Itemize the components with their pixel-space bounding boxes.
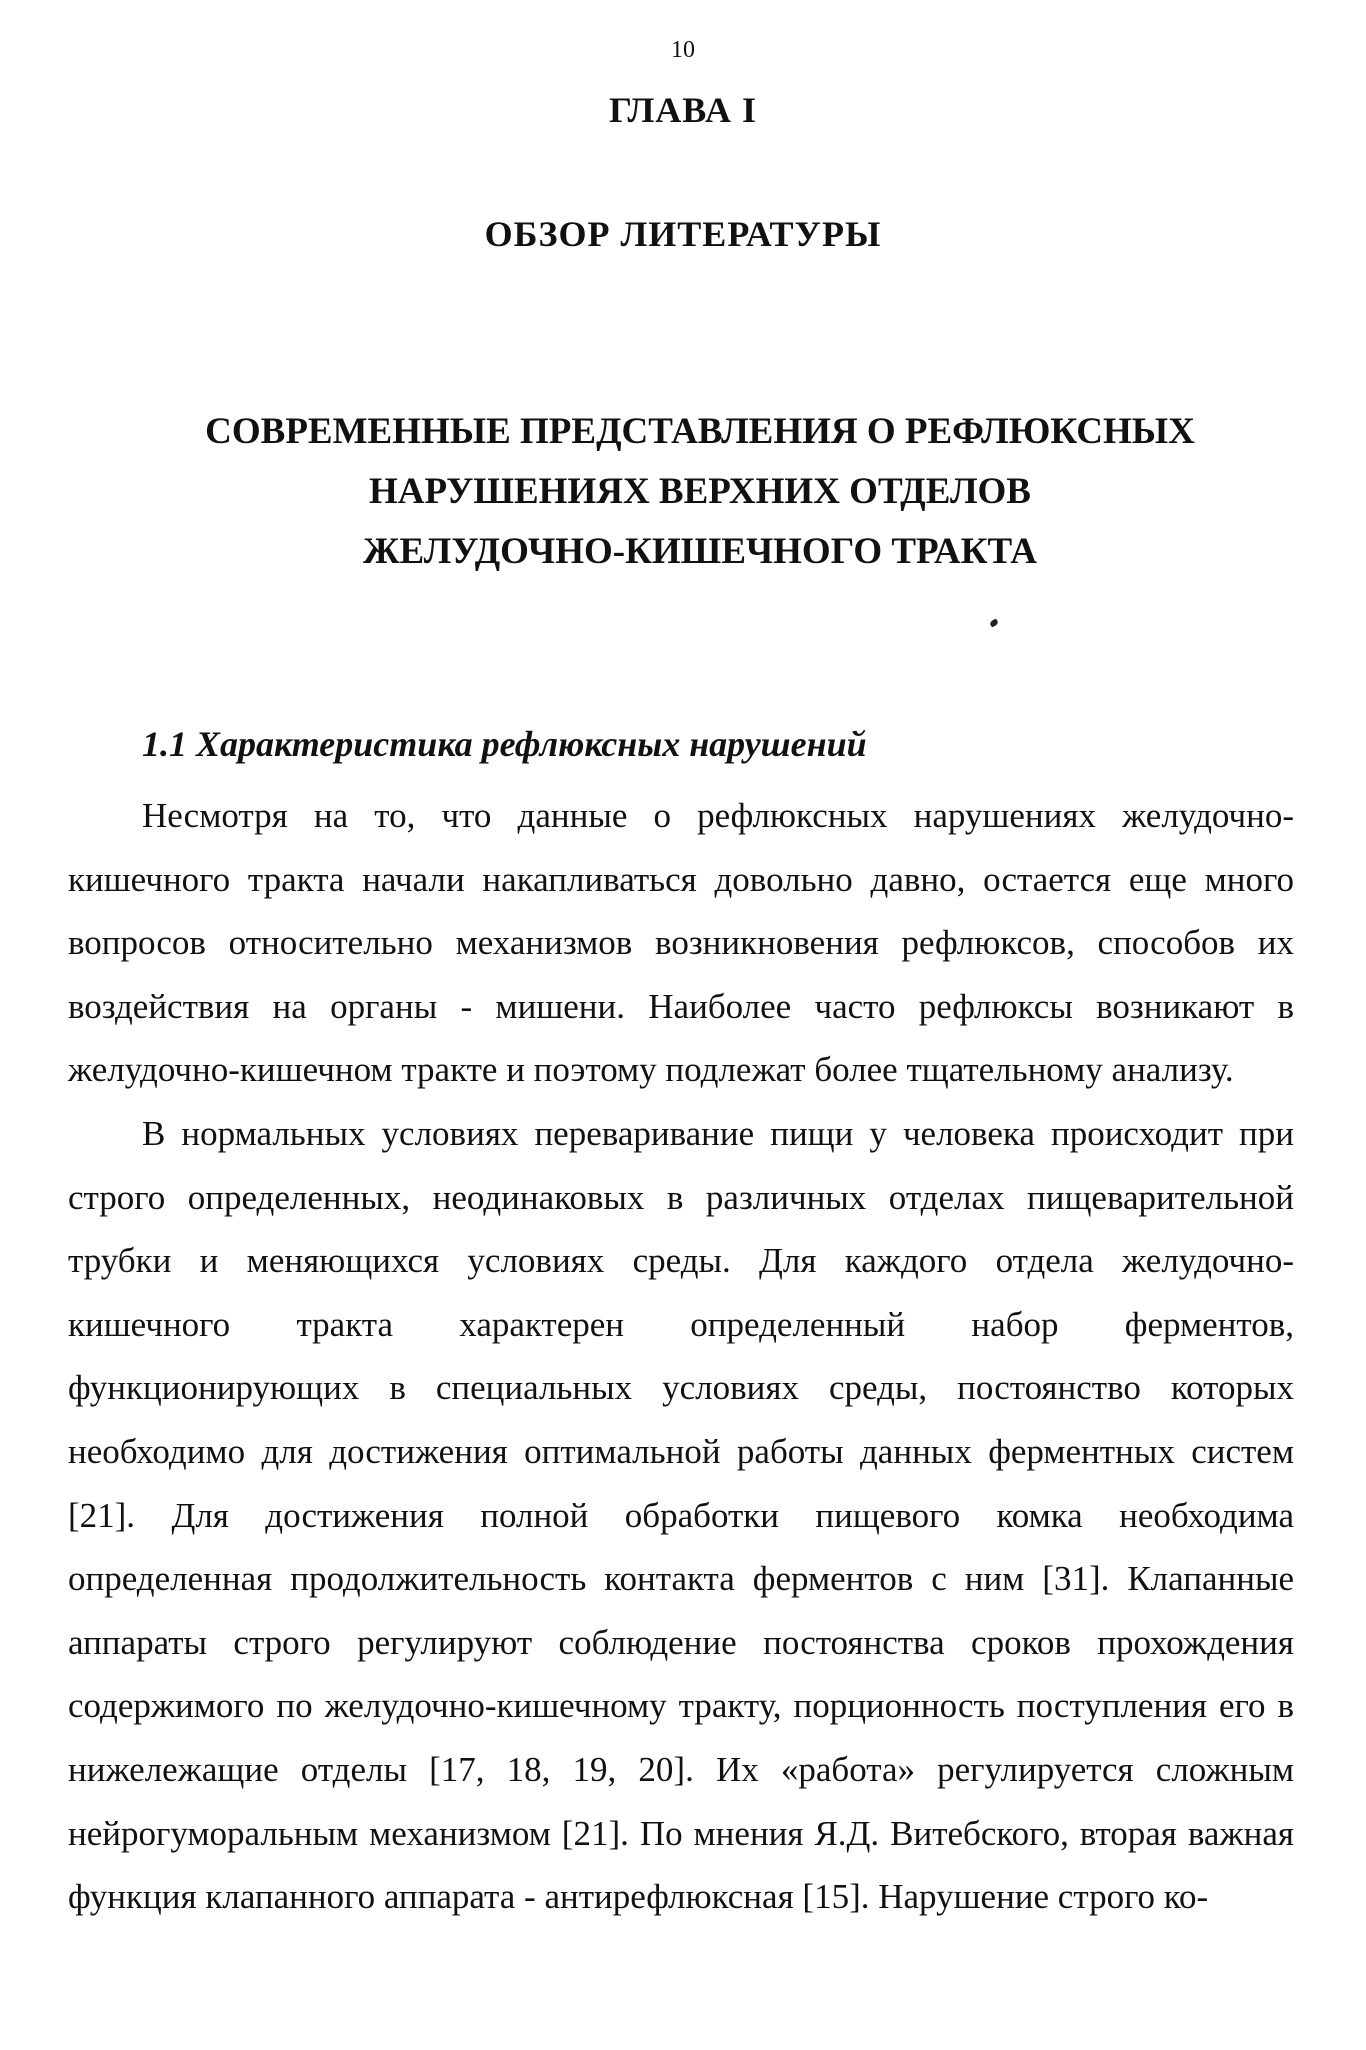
section-title-line: ЖЕЛУДОЧНО-КИШЕЧНОГО ТРАКТА (362, 531, 1038, 572)
paragraph: Несмотря на то, что данные о рефлюксных нарушениях желудочно-кишечного тракта начали накапливаться довольно давно, остается еще много вопросов относительно механизмов возникновения рефлюксов, способов их воздействия на органы - мишени. Наиболее часто рефлюксы возникают в желудочно-кишечном тракте и поэтому подлежат более тщательному анализу. (68, 796, 1294, 1090)
chapter-title: ОБЗОР ЛИТЕРАТУРЫ (484, 214, 882, 254)
section-title-line: СОВРЕМЕННЫЕ ПРЕДСТАВЛЕНИЯ О РЕФЛЮКСНЫХ (205, 411, 1195, 452)
section-title (200, 402, 1200, 582)
stray-ink-mark (989, 618, 999, 627)
chapter-label: ГЛАВА I (608, 90, 758, 130)
paragraph: В нормальных условиях переваривание пищи у человека происходит при строго определенных, неодинаковых в различных отделах пищеварительной трубки и меняющихся условиях среды. Для каждого отдела желудочно-кишечного тракта характерен определенный набор ферментов, функционирующих в специальных условиях среды, постоянство которых необходимо для достижения оптимальной работы данных ферментных систем [21]. Для достижения полной обработки пищевого комка необходима определенная продолжительность контакта ферментов с ним [31]. Клапанные аппараты строго регулируют соблюдение постоянства сроков прохождения содержимого по желудочно-кишечному тракту, порционность поступления его в нижележащие отделы [17, 18, 19, 20]. Их «работа» регулируется сложным нейрогуморальным механизмом [21]. По мнения Я.Д. Витебского, вторая важная функция клапанного аппарата - антирефлюксная [15]. Нарушение строго ко- (68, 1113, 1294, 1917)
subsection-title: 1.1 Характеристика рефлюксных нарушений (142, 724, 867, 764)
section-title-line: НАРУШЕНИЯХ ВЕРХНИХ ОТДЕЛОВ (369, 471, 1031, 512)
body-text (68, 784, 1294, 1929)
page-number: 10 (671, 37, 695, 63)
